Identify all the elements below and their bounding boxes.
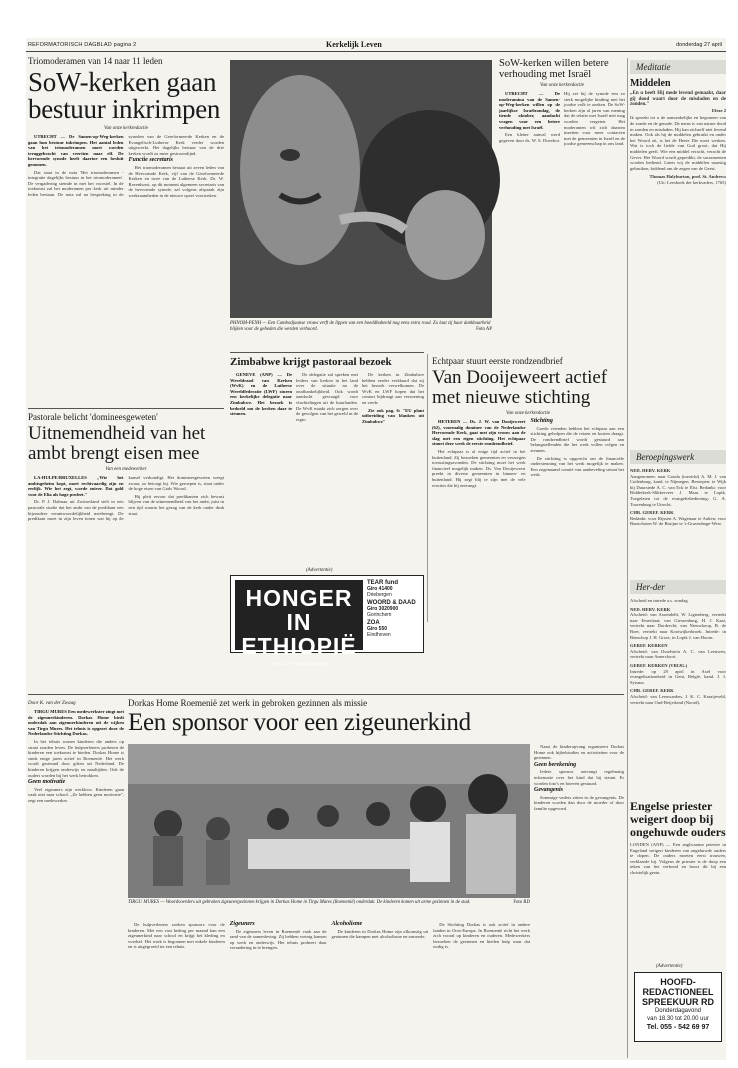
zimbabwe-article	[230, 356, 424, 566]
masthead-section: Kerkelijk Leven	[326, 40, 382, 49]
israel-lead: UTRECHT — De moderamina van de Samen-op-Weg-kerken willen op de jaarlijkse Israëlzondag, de tiende oktober, aandacht vragen voor een betere verhouding met Israël.	[499, 91, 560, 130]
dorkas-col2c: De kinderen in Dorkas Home zijn afkomstig uit gezinnen die kampen met alcoholisme en armoede.	[331, 928, 429, 940]
dorkas-caption	[128, 900, 530, 920]
dorkas-right-column	[534, 744, 624, 1038]
zimbabwe-text: De delegatie zal spreken met leiders van kerken in het land over de situatie na de onafhankelijkheid. Ook wordt aandacht gevraagd voor vluchtelingen uit de buurlanden. De WvK maakt zich zorgen over de gevolgen van het geweld in de regio.	[296, 372, 358, 422]
israel-headline: SoW-kerken willen betere verhouding met Israël	[499, 58, 609, 80]
masthead-date: donderdag 27 april	[676, 42, 722, 48]
pastorale-kicker: Pastorale belicht 'domineesgeweten'	[28, 412, 158, 422]
priester-article	[630, 800, 726, 960]
meditatie-title: Middelen	[630, 78, 671, 89]
divider-line	[28, 694, 624, 695]
sow-headline: SoW-kerken gaan bestuur inkrimpen	[28, 67, 221, 124]
israel-article	[499, 58, 625, 328]
herder-head-4: CHR. GEREF. KERK	[630, 688, 674, 694]
ad-right-tag: (Advertentie)	[656, 964, 683, 969]
ad-honger-giro-2: Giro 3020900	[367, 606, 399, 612]
pastorale-text: Dr. P. J. Dalmau uit Zwitserland stelt in een pastorale studie dat het ambt van de predikant een bijzondere verantwoordelijkheid meebrengt. De predikant moet in zijn leven tonen wat hij op de kansel verkondigt. Het domineesgeweten weegt zwaar, zo betoogt hij. Wie geroepen is, staat onder de hoge eisen van Gods Woord.	[28, 475, 224, 522]
divider-line	[627, 58, 628, 1058]
ad-honger-org-2: WOORD & DAAD	[367, 600, 416, 606]
photo1-caption	[230, 321, 492, 351]
ad-honger-city-3: Eindhoven	[367, 632, 391, 638]
meditatie-signature: Thomas Halyburton, prof. St. Andrews	[649, 174, 726, 180]
photo1-caption-text: PHNOM-PENH — Een Cambodjaanse vrouw verft de lippen van een boeddhabeeld nog eens extra rood. Zo laat zij haar dankbaarheid blijken voor de gebeden die werden verhoord.	[230, 321, 491, 332]
meditatie-body: Ik spreekt tot u de aanvankelijke en begonnen van de zonde en de genade. De mens is van nature dood in zonden en misdaden. Hij kan zichzelf niet levend maken. Ook als hij de middelen gebruikt en onder het Woord zit, is het de Heere Die moet werken. Wat is toch de liefde van God groot, dat Hij middelen geeft. Wie een middel veracht, veracht de Gever. Het Woord wordt gepredikt, de sacramenten worden bediend. Laten wij de middelen naarstig gebruiken, biddend om de zegen van de Geest.	[630, 115, 726, 171]
meditatie-column	[630, 76, 726, 446]
dooijeweert-subhead: Stichting	[530, 418, 553, 424]
herder-text-2: Afscheid: van IJsselstein A. C. van Leeuwen, vertrekt naar Amersfoort.	[630, 648, 726, 660]
dooijeweert-body	[432, 419, 624, 488]
ad-spreekuur-line-6: Tel. 055 - 542 69 97	[646, 1024, 710, 1031]
zimbabwe-note: Zie ook pag. 6: "EU plant uitbreiding van blauken uit Zimbabwe"	[362, 407, 424, 424]
dorkas-col2: De hulpverleners zoeken sponsors voor de kinderen. Met een vast bedrag per maand kan een zigeunerkind naar school en krijgt het kleding en voedsel. Het werk is begonnen met enkele kinderen en is uitgegroeid tot een tehuis.	[128, 922, 225, 950]
dorkas-text: In het tehuis wonen kinderen die anders op straat zouden leven. De hulpverleners proberen de kinderen een toekomst te bieden. Dorkas Home is sinds enige jaren actief in Roemenië. Het werk wordt gesteund door giften uit Nederland. De kinderen krijgen onderwijs en maaltijden. Ook de ouders worden bij het werk betrokken.	[28, 738, 124, 778]
pastorale-byline: Van een medewerker	[105, 467, 147, 472]
sow-article	[28, 56, 224, 406]
beroepingswerk-text-1: Aangenomen: naar Gouda (toezicht) A. M. J. van Cuilenburg, kand. te Nijmegen. Beroepen: te Wijk bij Duurstede A. C. van Eck te Elst. Bedankt: voor Ridderkerk-Slikkerveer J. Maas te Lopik. Toegelaten tot de evangeliebediening: G. A. Toorenburg te Utrecht.	[630, 473, 726, 507]
dorkas-credit: Foto RD	[513, 900, 530, 905]
dorkas-subhead: Geen motivatie	[28, 779, 66, 786]
dooijeweert-text: Het echtpaar is al enige tijd actief in het buitenland. Zij bezoeken gemeenten en verzorgen toerustingsavonden. De stichting moet het werk financieel mogelijk maken. Ds. Van Dooijeweert preekt in diverse gemeenten in binnen- en buitenland. Hij zegt blij te zijn met de vele reacties die hij ontvangt.	[432, 448, 526, 488]
zimbabwe-body	[230, 372, 424, 424]
dorkas-lead: Een medewerkster zingt met de zigeunerkinderen. Dorkas Home biedt onderdak aan zigeunerkinderen uit de wijken van Tirgu Mures. Het tehuis is opgezet door de Nederlandse Stichting Dorkas.	[28, 709, 124, 737]
ad-spreekuur-line-2: REDACTIONEEL	[642, 987, 714, 997]
masthead-left: REFORMATORISCH DAGBLAD pagina 2	[28, 42, 137, 48]
ad-honger-giro-list	[367, 580, 421, 638]
dorkas-body-columns	[128, 922, 530, 1038]
dorkas-sub2: Zigeuners	[229, 921, 255, 927]
sow-lead: UTRECHT — De Samen-op-Weg-kerken gaan hun bestuur inkrimpen. Het aantal leden van het triomoderamen moet worden teruggebracht van veertien naar elf. De hervormde synode heeft daartoe een besluit genomen.	[28, 134, 124, 167]
divider-line	[230, 352, 424, 353]
dorkas-sub3: Alcoholisme	[331, 921, 363, 927]
ad-honger-giro-3: Giro 550	[367, 626, 388, 632]
israel-text: Een kleine aanval werd gegeven door ds. W. S. Duvekot. Hij zei bij de synode een zo sterk mogelijke binding met het joodse volk te zoeken. De SoW-kerken zijn al jaren van mening dat de relatie met Israël niet mag worden vergeten. Het moderamen wil zich daarom inzetten voor meer contacten met de gemeenten in Israël en de joodse gemeenschap in ons land.	[499, 91, 625, 147]
beroepingswerk-column	[630, 466, 726, 576]
dorkas-col2b: De zigeuners leven in Roemenië vaak aan de rand van de samenleving. Zij hebben weinig kansen op werk en onderwijs. Het tehuis probeert daar verandering in te brengen.	[229, 928, 327, 951]
pastorale-text-2: Hij pleit ervoor dat predikanten zich bewust blijven van de uitnemendheid van het ambt, juist in een tijd waarin het gezag van de kerk onder druk staat.	[128, 493, 224, 516]
priester-headline: Engelse priester weigert doop bij ongehuwde ouders	[630, 799, 726, 839]
dorkas-sub4: Geen berekening	[534, 761, 577, 768]
ad-honger-ethiopie[interactable]	[230, 575, 424, 666]
divider-line	[427, 354, 428, 622]
ad-spreekuur-line-4: Donderdagavond	[654, 1008, 702, 1014]
photo-dorkas	[128, 744, 530, 898]
dorkas-col4c: Sommige vaders zitten in de gevangenis. De kinderen worden dan door de moeder of door familie opgevoed.	[534, 794, 624, 811]
newspaper-page	[26, 38, 726, 1060]
dorkas-sub5: Gevangenis	[534, 787, 563, 794]
sow-body	[28, 134, 224, 199]
dorkas-col4: Naast de kinderopvang organiseert Dorkas Home ook bijbelstudies en activiteiten voor de gezinnen.	[534, 744, 624, 761]
herder-text-1: Afscheid: van Assendelft, W. Ligtenberg, vertrekt naar Emeritaat; van Giessenburg, H. J. Kaai, vertrekt naar Dordrecht; van Nieuwkoop, B. de Boer, vertrekt naar Kootwijkerbroek. Intrede: in Benschop J. H. Groot, in Lopik J. van Hoorn.	[630, 612, 726, 640]
ad-honger-tag: (Advertentie)	[306, 568, 333, 573]
ad-honger-city-1: Driebergen	[367, 592, 392, 598]
ad-spreekuur-line-1: HOOFD-	[660, 977, 696, 987]
dorkas-left-column	[28, 698, 124, 1038]
dorkas-kicker: Dorkas Home Roemenië zet werk in gebroken gezinnen als missie	[128, 698, 368, 708]
pastorale-dateline: LA-HULPE/BRUXELLES	[34, 475, 87, 480]
pastorale-lead: „Wie het ambtsgeheim kopt, moet rechtvaardig zijn en eerlijk. Wie het zegt, worde zuiver. Dat gold voor de Elia als hoge profeet."	[28, 475, 124, 497]
israel-body	[499, 91, 625, 147]
ad-honger-org-1: TEAR fund	[367, 580, 398, 586]
ad-spreekuur[interactable]	[634, 972, 722, 1042]
ad-honger-org-3: ZOA	[367, 620, 380, 626]
dorkas-col3: De Stichting Dorkas is ook actief in andere landen in Oost-Europa. In Roemenië richt het werk zich vooral op kinderen en ouderen. Medewerkers bezoeken de gezinnen en bieden hulp waar dat nodig is.	[433, 922, 530, 950]
dorkas-left-body	[28, 709, 124, 804]
herder-tab: Her-der	[630, 580, 726, 594]
masthead	[26, 38, 726, 52]
meditatie-ref: Efeze 2	[711, 107, 726, 113]
ad-spreekuur-line-5: van 18.30 tot 20.00 uur	[647, 1016, 709, 1022]
beroepingswerk-tab: Beroepingswerk	[630, 450, 726, 464]
zimbabwe-text-2: De kerken in Zimbabwe hebben eerder verklaard dat zij het bezoek verwelkomen. De WvK en LWF hopen dat het contact bijdraagt aan verzoening en vrede.	[362, 372, 424, 405]
sow-text-2: Het triomoderamen bestaat uit zeven leden van de Hervormde Kerk, vijf van de Gereformeerde Kerken en twee van de Lutherse Kerk. Ds. W. Ravenhorst, op dit moment algemeen secretaris van de hervormde synode, zal volgens afspraak zijn werkzaamheden in de nieuwe opzet voortzetten.	[128, 164, 224, 198]
beroepingswerk-head-2: CHR. GEREF. KERK	[630, 510, 674, 516]
meditatie-quote: „En u heeft Hij mede levend gemaakt, daar gij dood waart door de misdaden en de zonden."	[630, 91, 726, 108]
zimbabwe-lead: GENEVE (ANP) — De Wereldraad van Kerken (WvK) en de Lutherse Wereldfederatie (LWF) sturen een kerkelijke delegatie naar Zimbabwe. Het bezoek is bedoeld om de kerken daar te steunen.	[230, 372, 292, 417]
dorkas-photo-image	[128, 744, 530, 898]
herder-head-2: GEREF. KERKEN	[630, 643, 668, 649]
dooijeweert-article	[432, 356, 624, 624]
buddha-photo-image	[230, 60, 492, 318]
israel-byline: Van onze kerkredactie	[540, 83, 584, 88]
dorkas-dateline: TIRGU MURES	[34, 709, 67, 714]
ad-honger-giro-1: Giro 41400	[367, 586, 393, 592]
dooijeweert-text-2: Goede vrienden hebben het echtpaar aan een stichting geholpen die de reizen en kosten draagt. De rondzendbrief wordt gestuurd aan belangstellenden die het werk willen volgen en steunen.	[530, 425, 624, 453]
beroepingswerk-head-1: NED. HERV. KERK	[630, 468, 671, 473]
ad-spreekuur-line-3: SPREEKUUR RD	[641, 997, 714, 1007]
ad-honger-sponsor: Geef a.u.b. 'Noodhulp Ethiopië'	[270, 661, 328, 666]
dorkas-byline: Door K. van der Zwaag	[28, 701, 76, 706]
zimbabwe-headline: Zimbabwe krijgt pastoraal bezoek	[230, 356, 392, 368]
ad-honger-title-2: ETHIOPIË	[241, 633, 357, 659]
meditatie-signature-note: (Uit: Leesboek der kerkvaders, 1765)	[657, 179, 726, 185]
beroepingswerk-text-2: Bedankt: voor Rijssen A. Wagenaar te Aalten; voor Bunschoten W. de Bruijne te 's-Gravenhage-West.	[630, 515, 726, 527]
dooijeweert-text-3: De stichting is opgericht om de financiële ondersteuning van het werk mogelijk te maken. Een zogenaamd comité van aanbeveling steunt het werk.	[530, 455, 624, 478]
ad-honger-title-1: HONGER IN	[245, 585, 353, 635]
herder-text-4: Afscheid: van Leeuwarden, J. K. C. Kraaijeveld, vertrekt naar Oud-Beijerland (Noord).	[630, 693, 726, 705]
sow-kicker: Triomoderamen van 14 naar 11 leden	[28, 56, 163, 66]
dorkas-caption-text: TIRGU MURES — Woordvoerders uit gebroken zigeunergezinnen krijgen in Dorkas Home in Tirgu Mures (Roemenië) onderdak. De kinderen komen uit arme gezinnen in de stad.	[128, 900, 471, 905]
sow-byline: Van onze kerkredactie	[104, 126, 148, 131]
priester-body: LONDEN (ANP) — Een anglicaanse priester in Engeland weigert kinderen van ongehuwde ouders te dopen. De ouders moeten eerst trouwen, verklaarde hij. Volgens de priester is de doop een teken van het verbond en hoort dit bij een christelijk gezin.	[630, 842, 726, 875]
dooijeweert-kicker: Echtpaar stuurt eerste rondzendbrief	[432, 356, 563, 366]
divider-line	[28, 408, 224, 409]
dooijeweert-byline: Van onze kerkredactie	[506, 411, 550, 416]
herder-text-3: Intrede: op 29 april in Axel voor evangelisatiearbeid in Gent, België, kand. J. J. Sytsma.	[630, 668, 726, 685]
photo-buddha	[230, 60, 492, 318]
ad-honger-banner	[235, 580, 363, 666]
photo1-credit: Foto AP	[476, 326, 492, 332]
pastorale-body	[28, 475, 224, 522]
herder-head-1: NED. HERV. KERK	[630, 606, 671, 612]
dorkas-col4b: Iedere sponsor ontvangt regelmatig informatie over het kind dat hij steunt. Er worden foto's en brieven gestuurd.	[534, 769, 624, 786]
herder-intro: Afscheid en intrede a.s. zondag	[630, 598, 688, 603]
dorkas-text-2: Veel zigeuners zijn werkloos. Kinderen gaan vaak niet naar school. „Ze hebben geen motivatie", zegt een medewerker.	[28, 786, 124, 803]
ad-honger-city-2: Gorinchem	[367, 612, 392, 618]
herder-head-3: GEREF. KERKEN (VRIJG.)	[630, 662, 688, 668]
sow-subhead: Functie secretaris	[128, 157, 173, 164]
sow-text: Dat staat in de nota 'Het triomoderamen - integratie dagelijks bestuur in het triomoderamen'. De vergadering stemde in met het voorstel. In de toekomst zal het moderamen per kerk uit minder leden bestaan. De nota zal na bespreking in de synoden van de Gereformeerde Kerken en de Evangelisch-Lutherse Kerk verder worden uitgewerkt. Het dagelijks bestuur van de drie kerken wordt zo meer gestroomlijnd.	[28, 134, 224, 197]
dooijeweert-headline: Van Dooijeweert actief met nieuwe stichting	[432, 367, 608, 408]
pastorale-article	[28, 412, 224, 692]
dorkas-headline: Een sponsor voor een zigeunerkind	[128, 709, 471, 736]
dooijeweert-lead: HETEREN — Ds. J. W. van Dooijeweert (62), voormalig dominee van de Nederlandse Hervormde Kerk, gaat met zijn vrouw aan de slag met een eigen stichting. Het echtpaar stuurt deze week de eerste rondzendbrief.	[432, 419, 526, 447]
meditatie-tab: Meditatie	[630, 60, 726, 74]
pastorale-headline: Uitnemendheid van het ambt brengt eisen mee	[28, 423, 206, 464]
dorkas-head	[128, 698, 624, 740]
herder-column	[630, 596, 726, 796]
